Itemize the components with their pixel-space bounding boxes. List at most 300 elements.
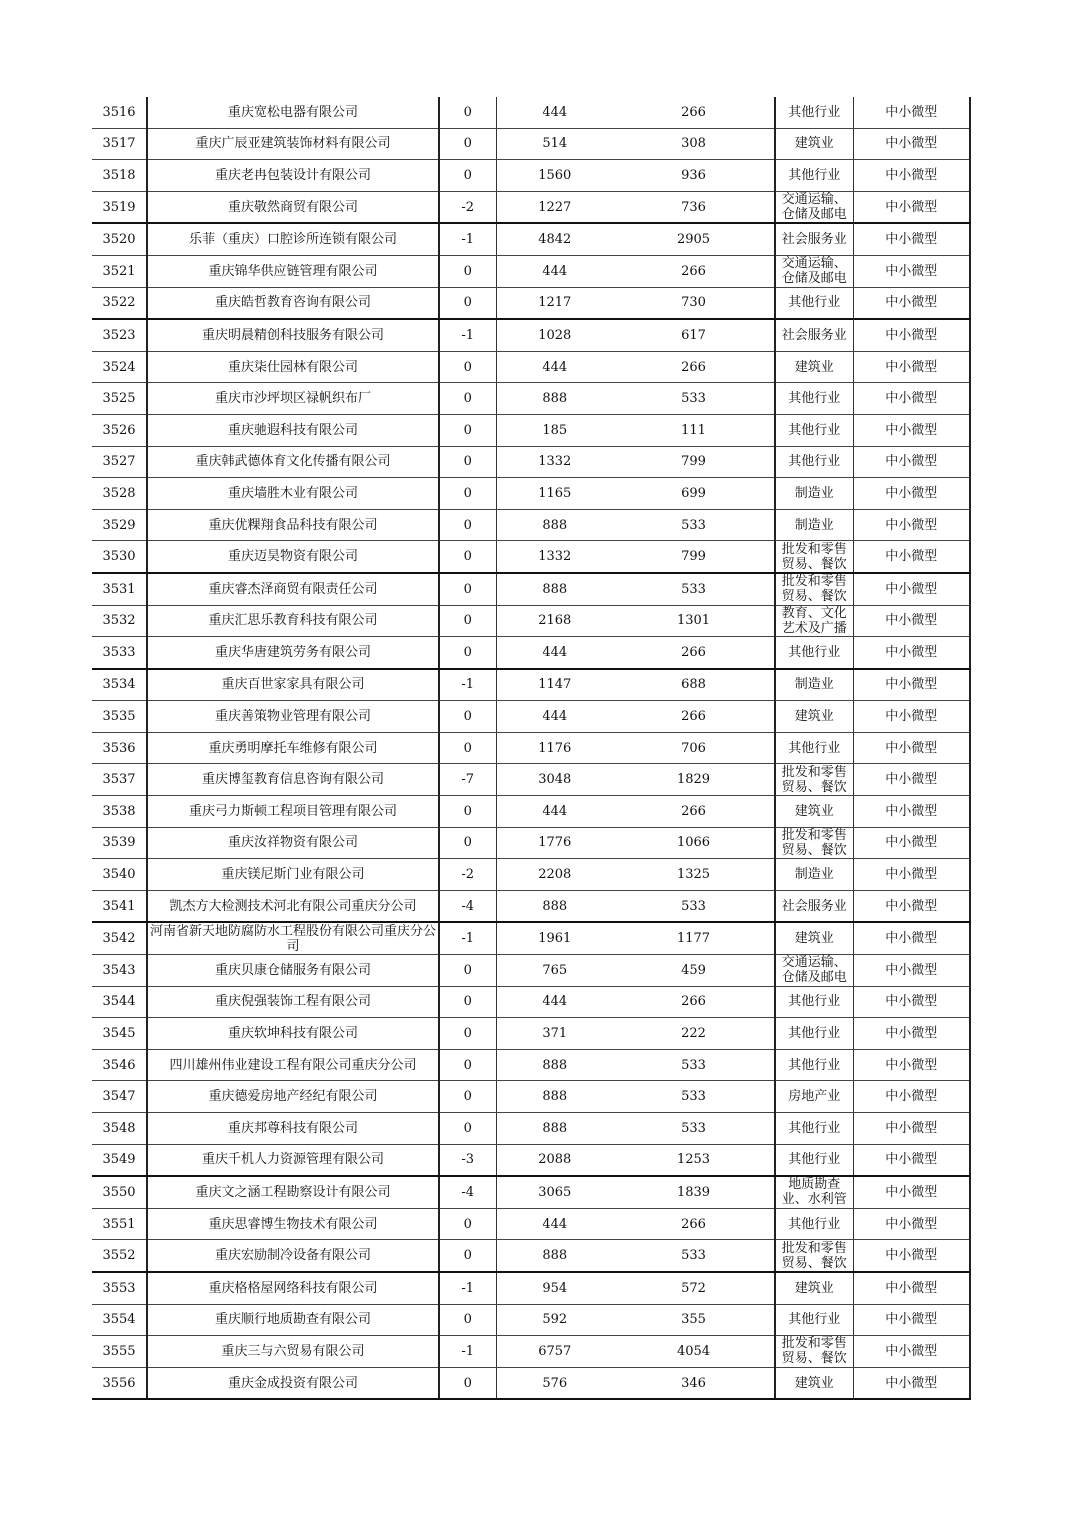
company-name-cell: 重庆金成投资有限公司	[147, 1367, 439, 1399]
table-row	[92, 986, 970, 1018]
company-name-cell: 乐菲（重庆）口腔诊所连锁有限公司	[147, 223, 439, 255]
industry-cell: 房地产业	[775, 1081, 853, 1113]
table-row	[92, 541, 970, 573]
industry-cell-text: 批发和零售贸易、餐饮	[781, 574, 847, 605]
company-name-cell: 重庆皓哲教育咨询有限公司	[147, 287, 439, 319]
company-name-cell: 四川雄州伟业建设工程有限公司重庆分公司	[147, 1049, 439, 1081]
row-number-cell: 3520	[92, 223, 147, 255]
company-name-cell: 重庆千机人力资源管理有限公司	[147, 1144, 439, 1176]
company-name-cell: 重庆倪强装饰工程有限公司	[147, 986, 439, 1018]
value-b-cell: 1177	[613, 922, 775, 954]
company-name-cell: 重庆广辰亚建筑装饰材料有限公司	[147, 128, 439, 160]
industry-cell: 建筑业	[775, 796, 853, 828]
table-row	[92, 287, 970, 319]
row-number-cell: 3540	[92, 859, 147, 891]
value-a-cell: 1147	[496, 669, 613, 701]
enterprise-size-cell: 中小微型	[853, 287, 970, 319]
industry-cell	[775, 764, 853, 796]
value-b-cell: 266	[613, 637, 775, 669]
industry-cell: 制造业	[775, 478, 853, 510]
company-name-cell: 重庆百世家家具有限公司	[147, 669, 439, 701]
company-name-cell: 重庆老冉包装设计有限公司	[147, 160, 439, 192]
industry-cell: 其他行业	[775, 446, 853, 478]
value-a-cell: 444	[496, 796, 613, 828]
table-row	[92, 1304, 970, 1336]
table-row	[92, 955, 970, 987]
row-number-cell: 3525	[92, 383, 147, 415]
table-row	[92, 859, 970, 891]
industry-cell: 其他行业	[775, 1304, 853, 1336]
row-number-cell: 3549	[92, 1144, 147, 1176]
company-name-cell: 重庆博玺教育信息咨询有限公司	[147, 764, 439, 796]
row-number-cell: 3547	[92, 1081, 147, 1113]
industry-cell	[775, 1240, 853, 1272]
value-b-cell: 266	[613, 796, 775, 828]
industry-cell	[775, 955, 853, 987]
value-a-cell: 888	[496, 573, 613, 605]
value-b-cell: 355	[613, 1304, 775, 1336]
value-a-cell: 2088	[496, 1144, 613, 1176]
value-b-cell: 533	[613, 383, 775, 415]
value-a-cell: 444	[496, 97, 613, 128]
row-number-cell: 3555	[92, 1336, 147, 1368]
value-b-cell: 706	[613, 732, 775, 764]
table-row	[92, 637, 970, 669]
row-number-cell: 3536	[92, 732, 147, 764]
row-number-cell: 3529	[92, 509, 147, 541]
value-a-cell: 444	[496, 637, 613, 669]
change-cell: 0	[439, 351, 496, 383]
company-name-cell: 重庆华唐建筑劳务有限公司	[147, 637, 439, 669]
value-b-cell: 736	[613, 191, 775, 223]
value-a-cell: 888	[496, 1049, 613, 1081]
change-cell: 0	[439, 701, 496, 733]
enterprise-size-cell: 中小微型	[853, 827, 970, 859]
value-a-cell: 1560	[496, 160, 613, 192]
enterprise-size-cell: 中小微型	[853, 351, 970, 383]
value-b-cell: 4054	[613, 1336, 775, 1368]
enterprise-size-cell: 中小微型	[853, 478, 970, 510]
enterprise-size-cell: 中小微型	[853, 796, 970, 828]
change-cell: -2	[439, 859, 496, 891]
table-row	[92, 383, 970, 415]
value-b-cell: 533	[613, 1240, 775, 1272]
enterprise-size-cell: 中小微型	[853, 764, 970, 796]
change-cell: 0	[439, 573, 496, 605]
enterprise-size-cell: 中小微型	[853, 509, 970, 541]
enterprise-size-cell: 中小微型	[853, 319, 970, 351]
company-name-cell: 重庆敬然商贸有限公司	[147, 191, 439, 223]
value-b-cell: 730	[613, 287, 775, 319]
industry-cell: 社会服务业	[775, 890, 853, 922]
company-name-cell	[147, 922, 439, 954]
enterprise-size-cell: 中小微型	[853, 1176, 970, 1208]
change-cell: -1	[439, 1336, 496, 1368]
value-a-cell: 888	[496, 890, 613, 922]
industry-cell: 社会服务业	[775, 319, 853, 351]
enterprise-size-cell: 中小微型	[853, 1272, 970, 1304]
value-b-cell: 688	[613, 669, 775, 701]
value-b-cell: 799	[613, 446, 775, 478]
value-a-cell: 2208	[496, 859, 613, 891]
company-name-cell: 重庆汝祥物资有限公司	[147, 827, 439, 859]
value-b-cell: 1301	[613, 605, 775, 637]
value-b-cell: 572	[613, 1272, 775, 1304]
table-body	[92, 97, 970, 1399]
table-row	[92, 223, 970, 255]
value-a-cell: 1227	[496, 191, 613, 223]
row-number-cell: 3522	[92, 287, 147, 319]
value-a-cell: 3048	[496, 764, 613, 796]
industry-cell-text: 交通运输、仓储及邮电	[781, 256, 847, 287]
industry-cell	[775, 255, 853, 287]
value-b-cell: 308	[613, 128, 775, 160]
enterprise-size-cell: 中小微型	[853, 1240, 970, 1272]
value-b-cell: 799	[613, 541, 775, 573]
industry-cell-text: 批发和零售贸易、餐饮	[781, 827, 847, 858]
industry-cell: 其他行业	[775, 986, 853, 1018]
change-cell: 0	[439, 446, 496, 478]
value-b-cell: 533	[613, 573, 775, 605]
value-b-cell: 266	[613, 1208, 775, 1240]
industry-cell: 制造业	[775, 859, 853, 891]
value-b-cell: 1829	[613, 764, 775, 796]
table-row	[92, 1367, 970, 1399]
table-row	[92, 764, 970, 796]
enterprise-size-cell: 中小微型	[853, 986, 970, 1018]
industry-cell: 建筑业	[775, 128, 853, 160]
company-name-cell: 重庆墙胜木业有限公司	[147, 478, 439, 510]
value-b-cell: 533	[613, 1113, 775, 1145]
value-a-cell: 444	[496, 1208, 613, 1240]
value-b-cell: 533	[613, 1081, 775, 1113]
enterprise-size-cell: 中小微型	[853, 541, 970, 573]
table-row	[92, 796, 970, 828]
industry-cell: 制造业	[775, 509, 853, 541]
value-a-cell: 444	[496, 351, 613, 383]
company-name-cell: 重庆优粿翔食品科技有限公司	[147, 509, 439, 541]
value-a-cell: 444	[496, 255, 613, 287]
change-cell: 0	[439, 732, 496, 764]
industry-cell: 其他行业	[775, 97, 853, 128]
table-row	[92, 1272, 970, 1304]
value-a-cell: 185	[496, 414, 613, 446]
row-number-cell: 3533	[92, 637, 147, 669]
table-row	[92, 1240, 970, 1272]
value-a-cell: 576	[496, 1367, 613, 1399]
enterprise-size-cell: 中小微型	[853, 383, 970, 415]
value-a-cell: 888	[496, 1113, 613, 1145]
table-row	[92, 509, 970, 541]
value-b-cell: 266	[613, 986, 775, 1018]
change-cell: 0	[439, 255, 496, 287]
value-a-cell: 1217	[496, 287, 613, 319]
table-row	[92, 1336, 970, 1368]
change-cell: 0	[439, 1018, 496, 1050]
table-row	[92, 351, 970, 383]
value-b-cell: 266	[613, 255, 775, 287]
industry-cell: 建筑业	[775, 922, 853, 954]
enterprise-size-cell: 中小微型	[853, 955, 970, 987]
change-cell: 0	[439, 1081, 496, 1113]
row-number-cell: 3543	[92, 955, 147, 987]
enterprise-size-cell: 中小微型	[853, 573, 970, 605]
value-b-cell: 936	[613, 160, 775, 192]
enterprise-size-cell: 中小微型	[853, 1081, 970, 1113]
industry-cell-text: 批发和零售贸易、餐饮	[781, 1336, 847, 1367]
enterprise-size-cell: 中小微型	[853, 890, 970, 922]
change-cell: -2	[439, 191, 496, 223]
row-number-cell: 3545	[92, 1018, 147, 1050]
change-cell: -4	[439, 890, 496, 922]
enterprise-size-cell: 中小微型	[853, 446, 970, 478]
enterprise-size-cell: 中小微型	[853, 1304, 970, 1336]
table-row	[92, 1081, 970, 1113]
company-name-cell: 重庆思睿博生物技术有限公司	[147, 1208, 439, 1240]
company-name-cell: 重庆宽松电器有限公司	[147, 97, 439, 128]
enterprise-size-cell: 中小微型	[853, 859, 970, 891]
industry-cell-text: 批发和零售贸易、餐饮	[781, 1240, 847, 1271]
industry-cell: 制造业	[775, 669, 853, 701]
industry-cell: 社会服务业	[775, 223, 853, 255]
row-number-cell: 3546	[92, 1049, 147, 1081]
row-number-cell: 3535	[92, 701, 147, 733]
row-number-cell: 3554	[92, 1304, 147, 1336]
table-row	[92, 1049, 970, 1081]
change-cell: 0	[439, 955, 496, 987]
industry-cell: 其他行业	[775, 732, 853, 764]
industry-cell: 其他行业	[775, 383, 853, 415]
value-b-cell: 266	[613, 351, 775, 383]
row-number-cell: 3527	[92, 446, 147, 478]
enterprise-size-cell: 中小微型	[853, 255, 970, 287]
change-cell: 0	[439, 541, 496, 573]
change-cell: 0	[439, 1113, 496, 1145]
row-number-cell: 3551	[92, 1208, 147, 1240]
industry-cell: 建筑业	[775, 1272, 853, 1304]
row-number-cell: 3532	[92, 605, 147, 637]
table-row	[92, 128, 970, 160]
enterprise-size-cell: 中小微型	[853, 1336, 970, 1368]
value-b-cell: 266	[613, 701, 775, 733]
industry-cell: 其他行业	[775, 1208, 853, 1240]
value-a-cell: 514	[496, 128, 613, 160]
company-name-cell: 重庆韩武德体育文化传播有限公司	[147, 446, 439, 478]
enterprise-size-cell: 中小微型	[853, 732, 970, 764]
industry-cell	[775, 1176, 853, 1208]
value-a-cell: 1332	[496, 541, 613, 573]
enterprise-size-cell: 中小微型	[853, 191, 970, 223]
row-number-cell: 3539	[92, 827, 147, 859]
value-a-cell: 1776	[496, 827, 613, 859]
company-name-cell: 重庆邦尊科技有限公司	[147, 1113, 439, 1145]
enterprise-size-cell: 中小微型	[853, 414, 970, 446]
company-name-cell: 重庆镁尼斯门业有限公司	[147, 859, 439, 891]
enterprise-size-cell: 中小微型	[853, 701, 970, 733]
row-number-cell: 3537	[92, 764, 147, 796]
row-number-cell: 3544	[92, 986, 147, 1018]
company-name-cell: 重庆柒仕园林有限公司	[147, 351, 439, 383]
company-name-cell: 重庆迈昊物资有限公司	[147, 541, 439, 573]
value-b-cell: 1253	[613, 1144, 775, 1176]
value-a-cell: 592	[496, 1304, 613, 1336]
enterprise-size-cell: 中小微型	[853, 1113, 970, 1145]
table-row	[92, 1144, 970, 1176]
company-name-cell: 重庆文之涵工程勘察设计有限公司	[147, 1176, 439, 1208]
change-cell: 0	[439, 97, 496, 128]
row-number-cell: 3556	[92, 1367, 147, 1399]
table-row	[92, 1208, 970, 1240]
change-cell: 0	[439, 478, 496, 510]
row-number-cell: 3531	[92, 573, 147, 605]
enterprise-size-cell: 中小微型	[853, 605, 970, 637]
company-name-cell: 重庆宏励制冷设备有限公司	[147, 1240, 439, 1272]
industry-cell-text: 教育、文化艺术及广播	[781, 605, 847, 636]
company-name-cell: 重庆锦华供应链管理有限公司	[147, 255, 439, 287]
table-row	[92, 478, 970, 510]
industry-cell: 建筑业	[775, 1367, 853, 1399]
row-number-cell: 3517	[92, 128, 147, 160]
enterprise-size-cell: 中小微型	[853, 1018, 970, 1050]
enterprise-size-cell: 中小微型	[853, 637, 970, 669]
company-table	[92, 97, 971, 1400]
industry-cell: 其他行业	[775, 287, 853, 319]
industry-cell	[775, 191, 853, 223]
table-row	[92, 319, 970, 351]
value-b-cell: 346	[613, 1367, 775, 1399]
value-a-cell: 954	[496, 1272, 613, 1304]
value-b-cell: 1066	[613, 827, 775, 859]
table-row	[92, 1018, 970, 1050]
table-row	[92, 97, 970, 128]
industry-cell	[775, 1336, 853, 1368]
industry-cell: 其他行业	[775, 414, 853, 446]
company-name-cell: 重庆德爱房地产经纪有限公司	[147, 1081, 439, 1113]
table-row	[92, 191, 970, 223]
industry-cell-text: 交通运输、仓储及邮电	[781, 192, 847, 223]
enterprise-size-cell: 中小微型	[853, 669, 970, 701]
company-name-cell: 重庆善策物业管理有限公司	[147, 701, 439, 733]
row-number-cell: 3526	[92, 414, 147, 446]
industry-cell: 其他行业	[775, 1144, 853, 1176]
enterprise-size-cell: 中小微型	[853, 223, 970, 255]
enterprise-size-cell: 中小微型	[853, 1049, 970, 1081]
value-b-cell: 533	[613, 509, 775, 541]
value-b-cell: 617	[613, 319, 775, 351]
company-name-cell: 重庆汇思乐教育科技有限公司	[147, 605, 439, 637]
company-name-cell: 重庆软坤科技有限公司	[147, 1018, 439, 1050]
value-b-cell: 266	[613, 97, 775, 128]
change-cell: 0	[439, 1240, 496, 1272]
enterprise-size-cell: 中小微型	[853, 97, 970, 128]
enterprise-size-cell: 中小微型	[853, 922, 970, 954]
change-cell: -1	[439, 669, 496, 701]
industry-cell: 其他行业	[775, 1113, 853, 1145]
industry-cell	[775, 573, 853, 605]
company-name-cell: 重庆睿杰泽商贸有限责任公司	[147, 573, 439, 605]
row-number-cell: 3552	[92, 1240, 147, 1272]
company-name-cell: 重庆明晨精创科技服务有限公司	[147, 319, 439, 351]
value-b-cell: 699	[613, 478, 775, 510]
industry-cell: 其他行业	[775, 1018, 853, 1050]
company-name-cell: 重庆贝康仓储服务有限公司	[147, 955, 439, 987]
industry-cell	[775, 541, 853, 573]
row-number-cell: 3550	[92, 1176, 147, 1208]
industry-cell: 其他行业	[775, 1049, 853, 1081]
table-row	[92, 890, 970, 922]
enterprise-size-cell: 中小微型	[853, 160, 970, 192]
table-row	[92, 255, 970, 287]
value-a-cell: 888	[496, 1081, 613, 1113]
industry-cell	[775, 827, 853, 859]
table-row	[92, 605, 970, 637]
company-name-cell-text: 河南省新天地防腐防水工程股份有限公司重庆分公司	[150, 923, 436, 954]
change-cell: 0	[439, 383, 496, 415]
row-number-cell: 3534	[92, 669, 147, 701]
change-cell: 0	[439, 414, 496, 446]
company-name-cell: 重庆顺行地质勘查有限公司	[147, 1304, 439, 1336]
table-row	[92, 701, 970, 733]
industry-cell-text: 批发和零售贸易、餐饮	[781, 541, 847, 572]
enterprise-size-cell: 中小微型	[853, 128, 970, 160]
value-a-cell: 3065	[496, 1176, 613, 1208]
change-cell: 0	[439, 128, 496, 160]
change-cell: -3	[439, 1144, 496, 1176]
enterprise-size-cell: 中小微型	[853, 1208, 970, 1240]
change-cell: 0	[439, 509, 496, 541]
change-cell: 0	[439, 1367, 496, 1399]
row-number-cell: 3521	[92, 255, 147, 287]
table-row	[92, 1176, 970, 1208]
change-cell: -4	[439, 1176, 496, 1208]
value-b-cell: 111	[613, 414, 775, 446]
change-cell: 0	[439, 986, 496, 1018]
change-cell: 0	[439, 1304, 496, 1336]
change-cell: 0	[439, 605, 496, 637]
industry-cell-text: 地质勘查业、水利管	[781, 1177, 847, 1208]
table-row	[92, 573, 970, 605]
value-a-cell: 371	[496, 1018, 613, 1050]
row-number-cell: 3516	[92, 97, 147, 128]
change-cell: 0	[439, 1208, 496, 1240]
industry-cell: 建筑业	[775, 351, 853, 383]
row-number-cell: 3542	[92, 922, 147, 954]
row-number-cell: 3538	[92, 796, 147, 828]
value-a-cell: 1165	[496, 478, 613, 510]
industry-cell: 其他行业	[775, 637, 853, 669]
value-a-cell: 1028	[496, 319, 613, 351]
value-a-cell: 888	[496, 1240, 613, 1272]
table-row	[92, 1113, 970, 1145]
value-a-cell: 444	[496, 986, 613, 1018]
row-number-cell: 3523	[92, 319, 147, 351]
value-a-cell: 1332	[496, 446, 613, 478]
enterprise-size-cell: 中小微型	[853, 1367, 970, 1399]
row-number-cell: 3553	[92, 1272, 147, 1304]
company-name-cell: 重庆市沙坪坝区禄帆织布厂	[147, 383, 439, 415]
company-name-cell: 重庆弓力斯顿工程项目管理有限公司	[147, 796, 439, 828]
row-number-cell: 3530	[92, 541, 147, 573]
value-b-cell: 1325	[613, 859, 775, 891]
change-cell: 0	[439, 287, 496, 319]
row-number-cell: 3518	[92, 160, 147, 192]
change-cell: -1	[439, 1272, 496, 1304]
enterprise-size-cell: 中小微型	[853, 1144, 970, 1176]
value-a-cell: 1961	[496, 922, 613, 954]
company-name-cell: 重庆勇明摩托车维修有限公司	[147, 732, 439, 764]
table-row	[92, 414, 970, 446]
value-a-cell: 2168	[496, 605, 613, 637]
